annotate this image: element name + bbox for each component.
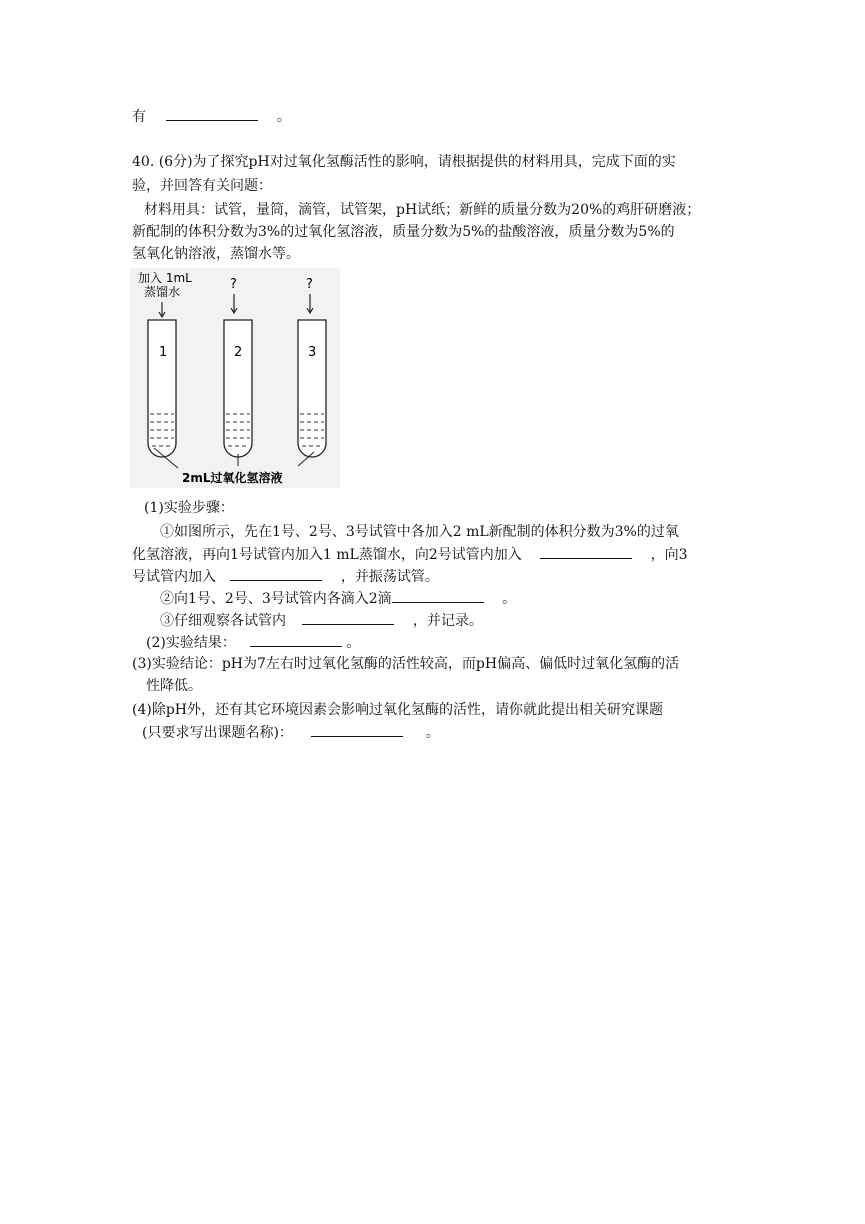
- answer-blank-tube3[interactable]: [230, 566, 322, 581]
- materials-line-3: 氢氧化钠溶液，蒸馏水等。: [132, 246, 300, 262]
- materials-line-2: 新配制的体积分数为3%的过氧化氢溶液，质量分数为5%的盐酸溶液，质量分数为5%的: [132, 224, 675, 240]
- test-tubes: [148, 320, 326, 457]
- answer-blank-results[interactable]: [250, 632, 342, 647]
- step1-line-2-text: 化氢溶液，再向1号试管内加入1 mL蒸馏水，向2号试管内加入: [132, 547, 522, 563]
- steps-heading: (1)实验步骤：: [144, 500, 234, 516]
- step2-text: ②向1号、2号、3号试管内各滴入2滴: [160, 591, 392, 607]
- top-line: [132, 106, 291, 127]
- step1-line-3: [132, 566, 439, 587]
- other-line-1: (4)除pH外，还有其它环境因素会影响过氧化氢酶的活性，请你就此提出相关研究课题: [132, 702, 663, 718]
- other-suffix: 。: [425, 725, 440, 741]
- tube3-label: ?: [306, 277, 313, 292]
- step3-text: ③仔细观察各试管内: [160, 613, 286, 629]
- answer-blank-tube2[interactable]: [540, 544, 632, 559]
- step1-line-1: ①如图所示，先在1号、2号、3号试管中各加入2 mL新配制的体积分数为3%的过氧: [160, 524, 679, 540]
- tube-number-2: 2: [234, 345, 243, 360]
- answer-blank-topic[interactable]: [311, 722, 403, 737]
- answer-blank-observe[interactable]: [302, 610, 394, 625]
- other-line-2-text: (只要求写出课题名称)：: [142, 725, 293, 741]
- results-suffix: 。: [346, 635, 361, 651]
- top-suffix: 。: [276, 109, 291, 125]
- materials-line-1: 材料用具：试管，量筒，滴管，试管架，pH试纸；新鲜的质量分数为20%的鸡肝研磨液；: [144, 202, 701, 218]
- answer-blank-drops[interactable]: [392, 588, 484, 603]
- step1-line-2: [132, 544, 688, 565]
- step3-suffix: ，并记录。: [412, 613, 483, 629]
- question-line-1: 40. (6分)为了探究pH对过氧化氢酶活性的影响，请根据提供的材料用具，完成下面的实: [132, 154, 676, 170]
- tube2-label: ?: [230, 277, 237, 292]
- tube-number-1: 1: [159, 345, 168, 360]
- step1-line-3-text: 号试管内加入: [132, 569, 216, 585]
- results-line: [146, 632, 360, 653]
- tube1-label-line1: 加入 1mL: [138, 271, 192, 285]
- conclusion-line-1: (3)实验结论：pH为7左右时过氧化氢酶的活性较高，而pH偏高、偏低时过氧化氢酶的活: [132, 656, 680, 672]
- conclusion-line-2: 性降低。: [146, 678, 202, 694]
- tube1-label-line2: 蒸馏水: [144, 285, 181, 299]
- test-tube-figure: [130, 268, 340, 488]
- question-line-2: 验，并回答有关问题：: [132, 178, 272, 194]
- top-prefix: 有: [132, 109, 146, 125]
- results-label: (2)实验结果：: [146, 635, 236, 651]
- tube-number-3: 3: [308, 345, 317, 360]
- step3-line: [160, 610, 483, 631]
- step1-line-2-suffix: ，向3: [650, 547, 688, 563]
- solution-label: 2mL过氧化氢溶液: [182, 471, 283, 485]
- other-line-2: [142, 722, 440, 743]
- step2-line: [160, 588, 516, 609]
- step2-suffix: 。: [502, 591, 517, 607]
- step1-line-3-suffix: ，并振荡试管。: [340, 569, 439, 585]
- answer-blank-top[interactable]: [166, 106, 258, 121]
